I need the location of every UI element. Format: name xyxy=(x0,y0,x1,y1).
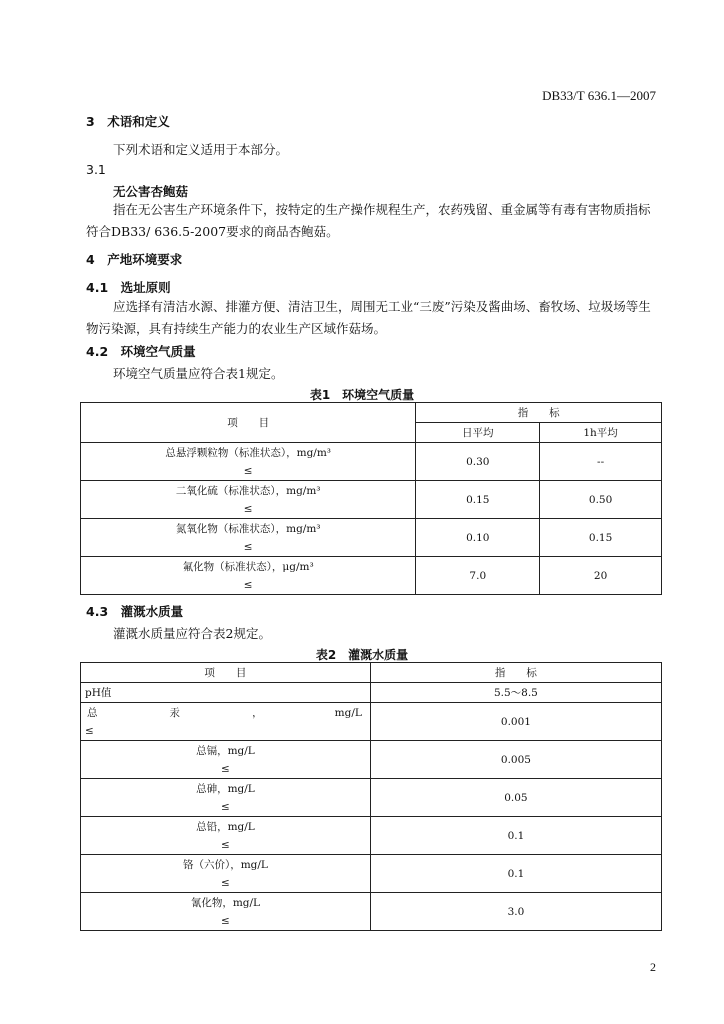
daily-value: 0.10 xyxy=(416,519,540,557)
section-4-1-heading: 4.1 选址原则 xyxy=(86,280,171,295)
mercury-label-char1: 总 xyxy=(87,706,98,719)
table1-header-index: 指 标 xyxy=(416,403,662,423)
section-4-1-text: 应选择有清洁水源、排灌方便、清洁卫生，周围无工业“三废”污染及酱曲场、畜牧场、垃圾场等生物污染源，具有持续生产能力的农业生产区域作菇场。 xyxy=(86,299,651,336)
section-4-heading: 4 产地环境要求 xyxy=(86,252,183,267)
hourly-value: 20 xyxy=(540,557,662,595)
row-item-label: 氰化物，mg/L xyxy=(190,896,261,909)
page-number: 2 xyxy=(650,960,656,974)
row-value: 0.05 xyxy=(370,779,661,817)
row-item-label: 氮氧化物（标准状态），mg/m³ xyxy=(175,522,321,535)
daily-value: 7.0 xyxy=(416,557,540,595)
hourly-value: -- xyxy=(540,443,662,481)
table-row xyxy=(81,557,662,595)
row-value: 0.005 xyxy=(370,741,661,779)
table2-caption: 表2 灌溉水质量 xyxy=(315,648,409,662)
table1-header-daily: 日平均 xyxy=(416,423,540,443)
row-value: 0.1 xyxy=(370,855,661,893)
section-4-2-text: 环境空气质量应符合表1规定。 xyxy=(113,366,284,381)
hourly-value: 0.15 xyxy=(540,519,662,557)
hourly-value: 0.50 xyxy=(540,481,662,519)
table1-header-item: 项 目 xyxy=(81,403,416,443)
row-value: 3.0 xyxy=(370,893,661,931)
row-item-label: 总悬浮颗粒物（标准状态），mg/m³ xyxy=(165,446,331,459)
table-row xyxy=(81,519,662,557)
row-item-label: 氟化物（标准状态），μg/m³ xyxy=(182,560,314,573)
le-sign: ≤ xyxy=(243,464,253,477)
table-row xyxy=(81,855,662,893)
daily-value: 0.30 xyxy=(416,443,540,481)
table1-header-hourly: 1h平均 xyxy=(540,423,662,443)
le-sign: ≤ xyxy=(221,838,230,851)
table-row xyxy=(81,893,662,931)
irrigation-water-table xyxy=(80,662,662,931)
row-item-label: 总砷，mg/L xyxy=(196,782,255,795)
section-3-heading: 3 术语和定义 xyxy=(86,114,170,129)
row-value: 0.1 xyxy=(370,817,661,855)
table2-header-index: 指 标 xyxy=(370,663,661,683)
le-sign: ≤ xyxy=(243,578,253,591)
mercury-label-char2: 汞 xyxy=(169,706,181,719)
le-sign: ≤ xyxy=(221,800,230,813)
section-4-3-text: 灌溉水质量应符合表2规定。 xyxy=(113,626,271,641)
table-row xyxy=(81,481,662,519)
ph-label: pH值 xyxy=(81,683,371,703)
mercury-value: 0.001 xyxy=(370,703,661,741)
table2-header-item: 项 目 xyxy=(81,663,371,683)
mercury-label-comma: ， xyxy=(252,706,263,719)
table-row xyxy=(81,817,662,855)
le-sign: ≤ xyxy=(221,762,230,775)
le-sign: ≤ xyxy=(221,876,230,889)
subsection-3-1-number: 3.1 xyxy=(86,162,106,177)
le-sign: ≤ xyxy=(243,540,253,553)
le-sign: ≤ xyxy=(85,724,94,737)
row-item-label: 总镉，mg/L xyxy=(196,744,255,757)
term-title: 无公害杏鲍菇 xyxy=(113,184,189,199)
table1-caption: 表1 环境空气质量 xyxy=(309,388,415,402)
le-sign: ≤ xyxy=(221,914,230,927)
standard-number: DB33/T 636.1—2007 xyxy=(542,88,656,103)
section-4-3-heading: 4.3 灌溉水质量 xyxy=(86,604,184,619)
row-item-label: 二氧化硫（标准状态），mg/m³ xyxy=(175,484,321,497)
table-row xyxy=(81,741,662,779)
table-row xyxy=(81,779,662,817)
term-definition: 指在无公害生产环境条件下，按特定的生产操作规程生产，农药残留、重金属等有毒有害物质指标符合DB33/ 636.5-2007要求的商品杏鲍菇。 xyxy=(86,202,651,239)
daily-value: 0.15 xyxy=(416,481,540,519)
section-4-2-heading: 4.2 环境空气质量 xyxy=(86,344,196,359)
le-sign: ≤ xyxy=(243,502,253,515)
table-row xyxy=(81,443,662,481)
air-quality-table xyxy=(80,402,662,595)
table-row xyxy=(81,683,662,703)
row-item-label: 铬（六价），mg/L xyxy=(182,858,268,871)
table-row xyxy=(81,703,662,741)
mercury-unit: mg/L xyxy=(334,706,362,719)
section-3-intro: 下列术语和定义适用于本部分。 xyxy=(113,142,289,157)
ph-value: 5.5～8.5 xyxy=(370,683,661,703)
row-item-label: 总铅，mg/L xyxy=(196,820,255,833)
